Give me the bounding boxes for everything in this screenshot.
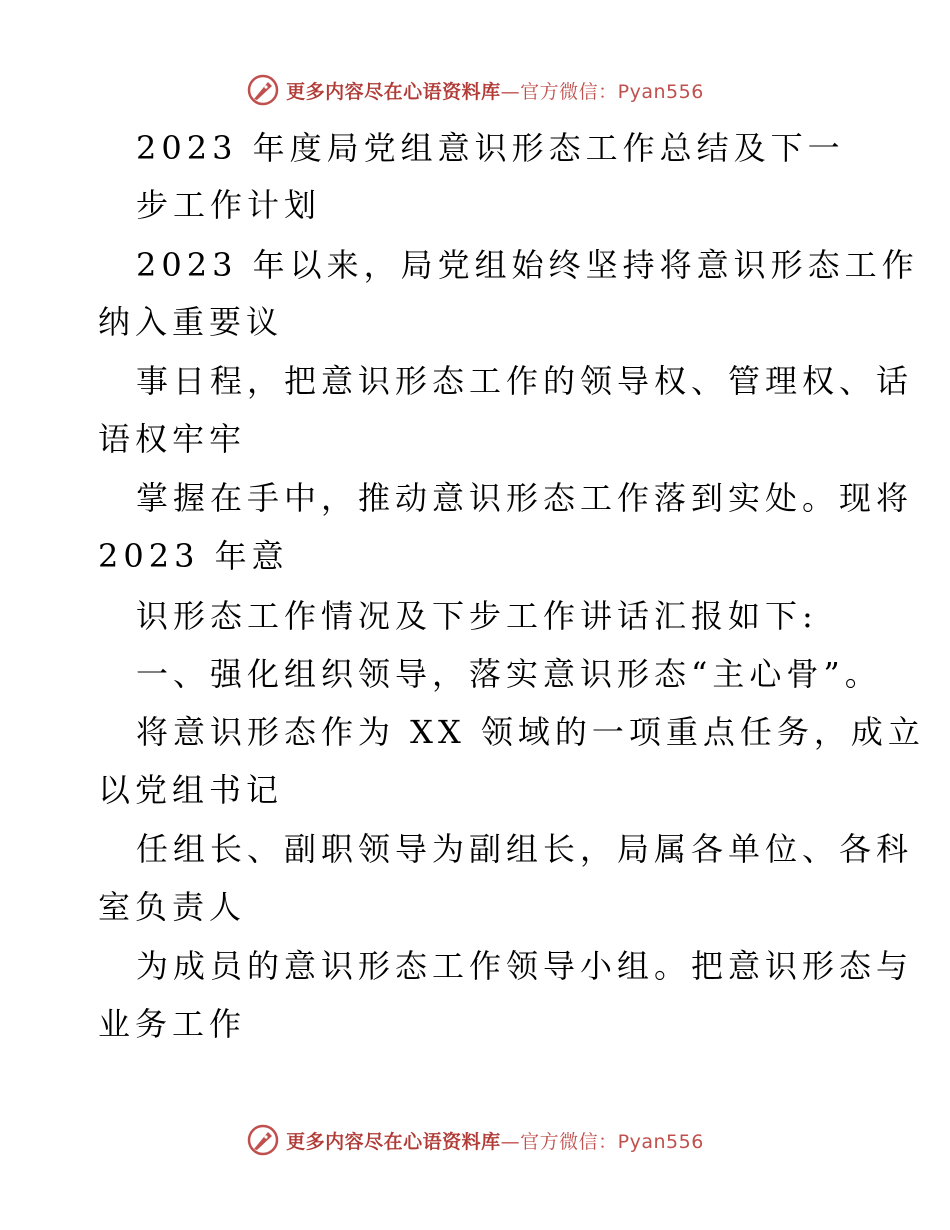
watermark-banner-bottom [0, 1120, 950, 1160]
watermark-main: 更多内容尽在心语资料库 [286, 1130, 501, 1153]
doc-line: 识形态工作情况及下步工作讲话汇报如下: [136, 597, 818, 635]
pen-nib-icon [246, 1123, 280, 1157]
watermark-contact: 官方微信：Pyan556 [520, 80, 704, 103]
doc-line: 业务工作 [98, 1005, 247, 1043]
doc-line: 为成员的意识形态工作领导小组。把意识形态与 [136, 947, 914, 985]
doc-line: 以党组书记 [98, 771, 284, 809]
watermark-contact: 官方微信：Pyan556 [520, 1130, 704, 1153]
watermark-separator: — [500, 1130, 521, 1153]
doc-line: 任组长、副职领导为副组长，局属各单位、各科 [136, 830, 914, 868]
watermark-main: 更多内容尽在心语资料库 [286, 80, 501, 103]
doc-line: 事日程，把意识形态工作的领导权、管理权、话 [136, 362, 914, 400]
watermark-separator: — [500, 80, 521, 103]
doc-line: 将意识形态作为 XX 领域的一项重点任务，成立 [136, 713, 925, 751]
doc-line: 语权牢牢 [98, 420, 247, 458]
doc-line: 纳入重要议 [98, 303, 284, 341]
watermark-banner-top [0, 70, 950, 110]
doc-title-line-2: 步工作计划 [136, 186, 322, 224]
doc-line: 室负责人 [98, 888, 247, 926]
watermark-text [286, 77, 704, 104]
doc-line: 2023 年意 [98, 537, 289, 575]
doc-line: 掌握在手中，推动意识形态工作落到实处。现将 [136, 479, 914, 517]
doc-line: 2023 年以来，局党组始终坚持将意识形态工作 [136, 246, 919, 284]
pen-nib-icon [246, 73, 280, 107]
doc-title-line-1: 2023 年度局党组意识形态工作总结及下一 [136, 129, 845, 167]
doc-heading-1: 一、强化组织领导，落实意识形态“主心骨”。 [136, 655, 882, 693]
watermark-text [286, 1127, 704, 1154]
